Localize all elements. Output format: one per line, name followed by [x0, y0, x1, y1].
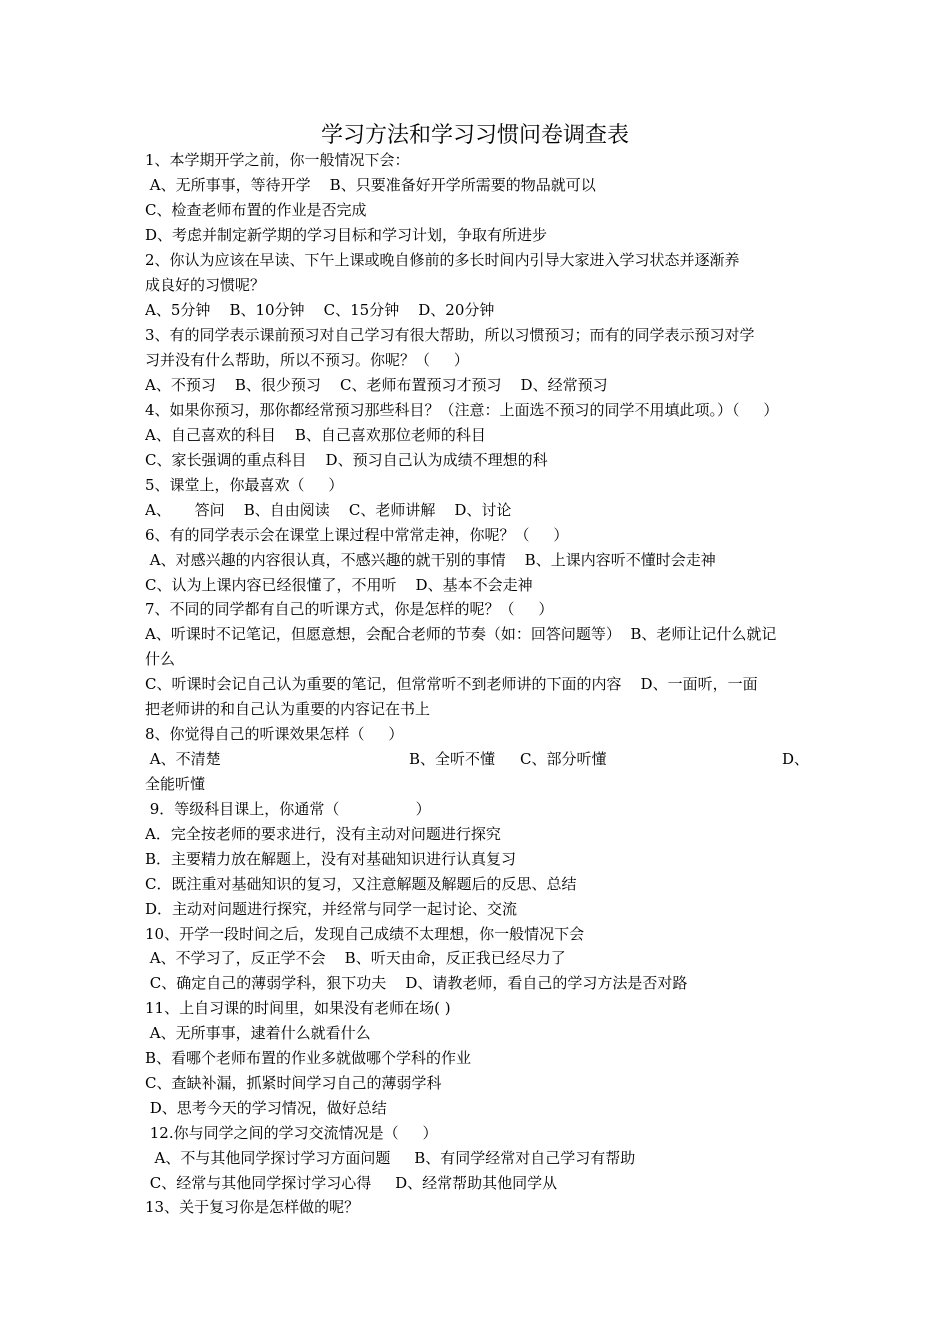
question-8-options	[145, 747, 810, 771]
question-7-options-ab: A、听课时不记笔记，但愿意想，会配合老师的节奏（如：回答问题等） B、老师让记什么就记	[145, 625, 777, 643]
question-9-option-c: C．既注重对基础知识的复习，又注意解题及解题后的反思、总结	[145, 875, 577, 893]
question-1-options-ab: A、无所事事，等待开学 B、只要准备好开学所需要的物品就可以	[145, 176, 596, 194]
question-12-options-ab: A、不与其他同学探讨学习方面问题 B、有同学经常对自己学习有帮助	[145, 1149, 636, 1167]
question-2-options: A、5分钟 B、10分钟 C、15分钟 D、20分钟	[145, 301, 495, 319]
question-8-option-b: B、全听不懂	[409, 750, 496, 768]
question-11-option-c: C、查缺补漏，抓紧时间学习自己的薄弱学科	[145, 1074, 442, 1092]
question-4: 4、如果你预习，那你都经常预习那些科目？（注意：上面选不预习的同学不用填此项。）（ ）	[145, 401, 779, 419]
question-8-option-d: D、	[782, 750, 810, 768]
question-3-options: A、不预习 B、很少预习 C、老师布置预习才预习 D、经常预习	[145, 376, 608, 394]
question-12: 12.你与同学之间的学习交流情况是（ ）	[145, 1124, 438, 1142]
question-2-cont: 成良好的习惯呢？	[145, 276, 266, 294]
question-8-option-a: A、不清楚	[145, 750, 221, 768]
question-7-options-cd-cont: 把老师讲的和自己认为重要的内容记在书上	[145, 700, 431, 718]
question-10: 10、开学一段时间之后，发现自己成绩不太理想，你一般情况下会	[145, 925, 585, 943]
question-3: 3、有的同学表示课前预习对自己学习有很大帮助，所以习惯预习；而有的同学表示预习对学	[145, 326, 755, 344]
question-9: 9．等级科目课上，你通常（ ）	[145, 800, 431, 818]
question-3-cont: 习并没有什么帮助，所以不预习。你呢？（ ）	[145, 351, 469, 369]
question-11-option-a: A、无所事事，逮着什么就看什么	[145, 1024, 371, 1042]
question-10-options-cd: C、确定自己的薄弱学科，狠下功夫 D、请教老师，看自己的学习方法是否对路	[145, 974, 688, 992]
question-9-option-b: B．主要精力放在解题上，没有对基础知识进行认真复习	[145, 850, 517, 868]
question-8-option-d-cont: 全能听懂	[145, 775, 206, 793]
question-11-option-d: D、思考今天的学习情况，做好总结	[145, 1099, 387, 1117]
question-8: 8、你觉得自己的听课效果怎样（ ）	[145, 725, 404, 743]
question-4-options-ab: A、自己喜欢的科目 B、自己喜欢那位老师的科目	[145, 426, 486, 444]
question-5-options: A、 答问 B、自由阅读 C、老师讲解 D、讨论	[145, 501, 512, 519]
question-6-options-cd: C、认为上课内容已经很懂了，不用听 D、基本不会走神	[145, 576, 533, 594]
question-13: 13、关于复习你是怎样做的呢？	[145, 1198, 360, 1216]
question-10-options-ab: A、不学习了，反正学不会 B、听天由命，反正我已经尽力了	[145, 949, 566, 967]
question-9-option-d: D．主动对问题进行探究，并经常与同学一起讨论、交流	[145, 900, 518, 918]
question-1-option-c: C、检查老师布置的作业是否完成	[145, 201, 367, 219]
question-7-options-cd: C、听课时会记自己认为重要的笔记，但常常听不到老师讲的下面的内容 D、一面听，一面	[145, 675, 758, 693]
page-title: 学习方法和学习习惯问卷调查表	[320, 123, 629, 148]
question-1-option-d: D、考虑并制定新学期的学习目标和学习计划，争取有所进步	[145, 226, 548, 244]
question-7: 7、不同的同学都有自己的听课方式，你是怎样的呢？（ ）	[145, 600, 554, 618]
question-11-option-b: B、看哪个老师布置的作业多就做哪个学科的作业	[145, 1049, 472, 1067]
question-11: 11、上自习课的时间里，如果没有老师在场( )	[145, 999, 451, 1017]
question-4-options-cd: C、家长强调的重点科目 D、预习自己认为成绩不理想的科	[145, 451, 548, 469]
question-6: 6、有的同学表示会在课堂上课过程中常常走神，你呢？（ ）	[145, 526, 569, 544]
question-8-option-c: C、部分听懂	[520, 750, 607, 768]
question-6-options-ab: A、对感兴趣的内容很认真，不感兴趣的就干别的事情 B、上课内容听不懂时会走神	[145, 551, 716, 569]
question-12-options-cd: C、经常与其他同学探讨学习心得 D、经常帮助其他同学从	[145, 1174, 558, 1192]
question-5: 5、课堂上，你最喜欢（ ）	[145, 476, 344, 494]
question-1: 1、本学期开学之前，你一般情况下会：	[145, 151, 410, 169]
question-2: 2、你认为应该在早读、下午上课或晚自修前的多长时间内引导大家进入学习状态并逐渐养	[145, 251, 740, 269]
question-9-option-a: A．完全按老师的要求进行，没有主动对问题进行探究	[145, 825, 501, 843]
question-7-options-ab-cont: 什么	[145, 650, 176, 668]
